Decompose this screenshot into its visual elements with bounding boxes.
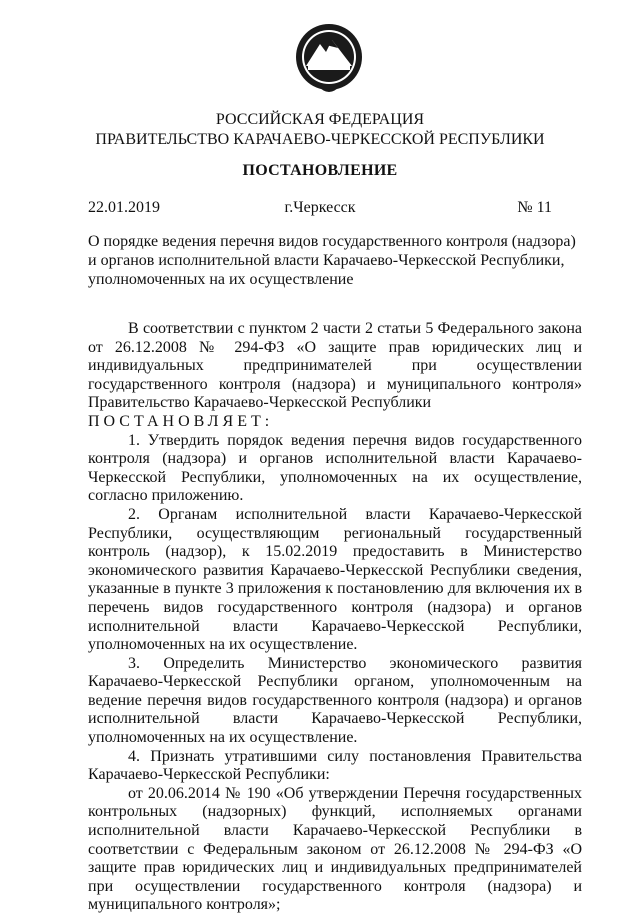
document-subject: О порядке ведения перечня видов государственного контроля (надзора) и органов исполнительной власти Карачаево-Черкесской Республики, уполномоченных на их осуществление — [88, 233, 576, 288]
government-name: ПРАВИТЕЛЬСТВО КАРАЧАЕВО-ЧЕРКЕССКОЙ РЕСПУБЛИКИ — [95, 131, 545, 148]
coat-of-arms-icon — [294, 22, 364, 102]
preamble-paragraph: В соответствии с пунктом 2 части 2 статьи 5 Федерального закона от 26.12.2008 № 294-ФЗ «О защите прав юридических лиц и индивидуальных предпринимателей при осуществлении государственного контроля (надзора) и муниципального контроля» Правительство Карачаево-Черкесской Республики — [88, 320, 582, 412]
item-2-paragraph: 2. Органам исполнительной власти Карачаево-Черкесской Республики, осуществляющим региональный государственный контроль (надзор), к 15.02.2019 предоставить в Министерство экономического развития Карачаево-Черкесской Республики сведения, указанные в пункте 3 приложения к постановлению для включения их в перечень видов государственного контроля (надзора) и органов исполнительной власти Карачаево-Черкесской Республики, уполномоченных на их осуществление. — [88, 505, 582, 654]
document-body — [88, 320, 582, 915]
country-name: РОССИЙСКАЯ ФЕДЕРАЦИЯ — [215, 111, 425, 128]
item-3-paragraph: 3. Определить Министерство экономического развития Карачаево-Черкесской Республики органом, уполномоченным на ведение перечня видов государственного контроля (надзора) и органов исполнительной власти Карачаево-Черкесской Республики, уполномоченных на их осуществление. — [88, 654, 582, 747]
document-date: 22.01.2019 — [88, 199, 160, 216]
document-number: № 11 — [517, 199, 552, 216]
item-4-paragraph: 4. Признать утратившими силу постановления Правительства Карачаево-Черкесской Республики: — [88, 747, 582, 784]
decree-heading: ПОСТАНОВЛЯЕТ: — [88, 412, 274, 430]
document-city: г.Черкесск — [284, 199, 356, 216]
item-1-paragraph: 1. Утвердить порядок ведения перечня видов государственного контроля (надзора) и органов исполнительной власти Карачаево-Черкесской Республики, уполномоченных на их осуществление, согласно приложению. — [88, 431, 582, 505]
item-4-sub-1-paragraph: от 20.06.2014 № 190 «Об утверждении Перечня государственных контрольных (надзорных) функций, исполняемых органами исполнительной власти Карачаево-Черкесской Республики в соответствии с Федеральным законом от 26.12.2008 № 294-ФЗ «О защите прав юридических лиц и индивидуальных предпринимателей при осуществлении государственного контроля (надзора) и муниципального контроля»; — [88, 784, 582, 914]
document-type: ПОСТАНОВЛЕНИЕ — [242, 162, 398, 179]
